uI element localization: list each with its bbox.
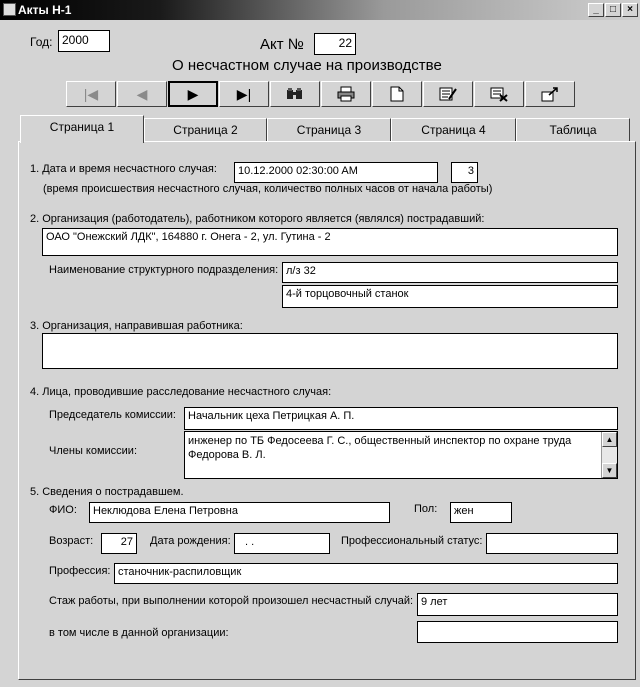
age-field[interactable]: 27 [101, 533, 137, 554]
experience-field[interactable]: 9 лет [417, 593, 618, 616]
act-number-field[interactable]: 22 [314, 33, 356, 55]
sex-label: Пол: [414, 503, 438, 515]
section-3-title: 3. Организация, направившая работника: [30, 320, 243, 332]
experience-org-label: в том числе в данной организации: [49, 627, 229, 639]
page-subtitle: О несчастном случае на производстве [172, 57, 442, 74]
title-bar [0, 0, 640, 20]
print-icon [337, 86, 355, 102]
section-5-title: 5. Сведения о пострадавшем. [30, 486, 184, 498]
sending-organization-field[interactable] [42, 333, 618, 369]
window-title: Акты Н-1 [18, 3, 72, 17]
delete-button[interactable] [474, 81, 524, 107]
tab-page-4[interactable]: Страница 4 [391, 118, 516, 142]
next-record-button[interactable] [168, 81, 218, 107]
delete-icon [490, 86, 508, 102]
scroll-up-icon[interactable]: ▲ [602, 432, 617, 447]
close-icon[interactable]: × [622, 3, 638, 17]
first-record-icon: |◀ [83, 85, 99, 102]
status-label: Профессиональный статус: [341, 535, 483, 547]
unit-field-2[interactable]: 4-й торцовочный станок [282, 285, 618, 308]
tab-page-1[interactable]: Страница 1 [20, 115, 144, 143]
edit-button[interactable] [423, 81, 473, 107]
section-1-title: 1. Дата и время несчастного случая: [30, 163, 217, 175]
act-label: Акт № [260, 36, 304, 53]
fio-field[interactable]: Неклюдова Елена Петровна [89, 502, 390, 523]
maximize-icon[interactable]: □ [605, 3, 621, 17]
experience-org-field[interactable] [417, 621, 618, 643]
tab-table[interactable]: Таблица [516, 118, 630, 142]
first-record-button[interactable] [66, 81, 116, 107]
members-field[interactable]: инженер по ТБ Федосеева Г. С., общественный инспектор по охране труда Федорова В. Л. [184, 431, 618, 479]
chairman-field[interactable]: Начальник цеха Петрицкая А. П. [184, 407, 618, 430]
scroll-down-icon[interactable]: ▼ [602, 463, 617, 478]
members-label: Члены комиссии: [49, 445, 138, 457]
prev-record-icon: ◀ [136, 85, 148, 102]
next-record-icon: ▶ [187, 85, 199, 102]
sex-field[interactable]: жен [450, 502, 512, 523]
profession-label: Профессия: [49, 565, 111, 577]
chairman-label: Председатель комиссии: [49, 409, 176, 421]
age-label: Возраст: [49, 535, 94, 547]
organization-field[interactable]: ОАО "Онежский ЛДК", 164880 г. Онега - 2, ул. Гутина - 2 [42, 228, 618, 256]
section-1-note: (время происшествия несчастного случая, количество полных часов от начала работы) [43, 183, 493, 195]
work-hours-field[interactable]: 3 [451, 162, 478, 183]
unit-field[interactable]: л/з 32 [282, 262, 618, 283]
find-button[interactable] [270, 81, 320, 107]
tab-page-3[interactable]: Страница 3 [267, 118, 391, 142]
exit-button[interactable] [525, 81, 575, 107]
last-record-icon: ▶| [236, 85, 252, 102]
tab-page-2[interactable]: Страница 2 [144, 118, 267, 142]
new-icon [390, 86, 404, 102]
fio-label: ФИО: [49, 504, 77, 516]
year-field[interactable]: 2000 [58, 30, 110, 52]
section-4-title: 4. Лица, проводившие расследование несчастного случая: [30, 386, 332, 398]
status-field[interactable] [486, 533, 618, 554]
minimize-icon[interactable]: _ [588, 3, 604, 17]
exit-icon [540, 86, 560, 102]
print-button[interactable] [321, 81, 371, 107]
prev-record-button[interactable] [117, 81, 167, 107]
edit-icon [439, 86, 457, 102]
profession-field[interactable]: станочник-распиловщик [114, 563, 618, 584]
last-record-button[interactable] [219, 81, 269, 107]
new-button[interactable] [372, 81, 422, 107]
find-icon [286, 87, 304, 101]
experience-label: Стаж работы, при выполнении которой произошел несчастный случай: [49, 595, 414, 607]
app-icon [3, 3, 16, 16]
incident-datetime-field[interactable]: 10.12.2000 02:30:00 AM [234, 162, 438, 183]
year-label: Год: [30, 35, 53, 49]
birth-date-field[interactable]: . . [234, 533, 330, 554]
unit-label: Наименование структурного подразделения: [49, 264, 279, 276]
birth-date-label: Дата рождения: [150, 535, 231, 547]
section-2-title: 2. Организация (работодатель), работником которого является (являлся) пострадавший: [30, 213, 485, 225]
